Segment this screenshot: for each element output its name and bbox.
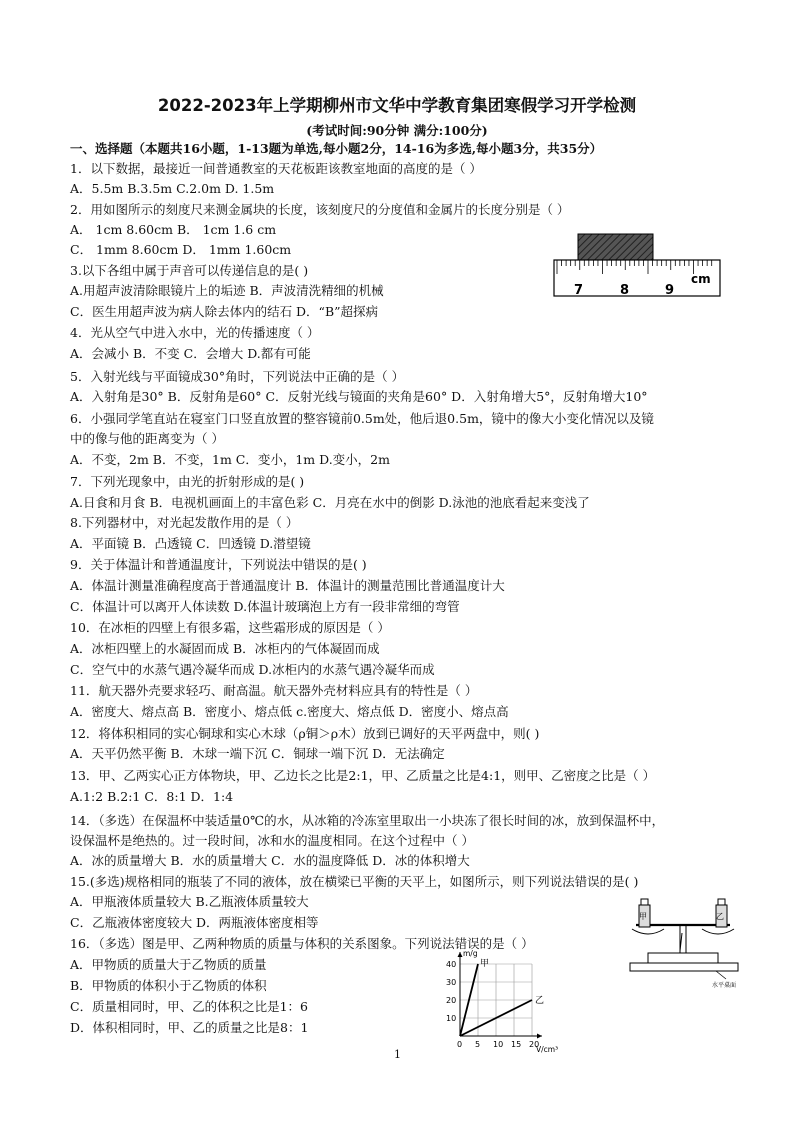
question-line: A． 1cm 8.60cm B． 1cm 1.6 cm	[70, 222, 277, 237]
x-tick-label: 0	[457, 1040, 463, 1049]
y-tick-label: 20	[446, 996, 457, 1005]
question-line: 3.以下各组中属于声音可以传递信息的是( )	[70, 263, 309, 278]
ruler-label-8: 8	[620, 283, 630, 298]
question-line: A．不变，2m B．不变，1m C．变小，1m D.变小，2m	[70, 452, 390, 467]
metal-block	[578, 234, 653, 260]
table-top	[630, 963, 738, 971]
x-tick-label: 20	[529, 1040, 540, 1049]
question-line: A.1:2 B.2:1 C．8:1 D．1:4	[70, 789, 234, 804]
x-tick-label: 5	[475, 1040, 481, 1049]
mass-volume-chart	[436, 948, 580, 1056]
question-line: 11．航天器外壳要求轻巧、耐高温。航天器外壳材料应具有的特性是（ ）	[70, 683, 478, 698]
question-line: C．乙瓶液体密度较大 D．两瓶液体密度相等	[70, 915, 319, 930]
question-line: C．质量相同时，甲、乙的体积之比是1：6	[70, 999, 308, 1014]
page-number: 1	[394, 1048, 401, 1061]
ruler-figure	[548, 228, 726, 306]
x-tick-label: 15	[511, 1040, 522, 1049]
question-line: A.用超声波清除眼镜片上的垢迹 B．声波清洗精细的机械	[70, 283, 384, 298]
question-line: A．会减小 B．不变 C．会增大 D.都有可能	[70, 346, 311, 361]
question-line: 13．甲、乙两实心正方体物块，甲、乙边长之比是2:1，甲、乙质量之比是4:1，则甲、乙密度之比是（ ）	[70, 768, 656, 783]
question-line: A．平面镜 B．凸透镜 C．凹透镜 D.潜望镜	[70, 536, 311, 551]
question-line: 6．小强同学笔直站在寝室门口竖直放置的整容镜前0.5m处，他后退0.5m，镜中的像大小变化情况以及镜	[70, 411, 654, 426]
x-tick-label: 10	[493, 1040, 504, 1049]
bottle-left-label: 甲	[639, 912, 647, 921]
question-line: A.日食和月食 B．电视机画面上的丰富色彩 C．月亮在水中的倒影 D.泳池的池底看起来变浅了	[70, 495, 590, 510]
x-axis-arrow	[537, 1034, 542, 1039]
x-axis-label: V/cm³	[536, 1045, 559, 1054]
question-line: C．空气中的水蒸气遇冷凝华而成 D.冰柜内的水蒸气遇冷凝华而成	[70, 662, 435, 677]
question-line: C．体温计可以离开人体读数 D.体温计玻璃泡上方有一段非常细的弯管	[70, 599, 460, 614]
question-line: 设保温杯是绝热的。过一段时间，冰和水的温度相同。在这个过程中（ ）	[70, 833, 474, 848]
question-line: 10．在冰柜的四壁上有很多霜，这些霜形成的原因是（ ）	[70, 620, 390, 635]
ruler-label-7: 7	[574, 283, 584, 298]
question-line: C． 1mm 8.60cm D． 1mm 1.60cm	[70, 242, 292, 257]
question-line: 14．（多选）在保温杯中装适量0℃的水，从冰箱的冷冻室里取出一小块冻了很长时间的冰，放到保温杯中，	[70, 813, 665, 828]
question-line: 中的像与他的距离变为（ ）	[70, 431, 224, 446]
base	[632, 925, 734, 963]
balance-figure	[626, 895, 746, 990]
question-line: A．冰柜四壁上的水凝固而成 B．冰柜内的气体凝固而成	[70, 641, 380, 656]
question-line: A．入射角是30° B．反射角是60° C．反射光线与镜面的夹角是60° D．入射角增大5°，反射角增大10°	[70, 389, 648, 404]
bottle-right-label: 乙	[716, 912, 724, 921]
y-tick-label: 40	[446, 960, 457, 969]
question-line: A．冰的质量增大 B．水的质量增大 C．水的温度降低 D．冰的体积增大	[70, 853, 470, 868]
question-line: A．体温计测量准确程度高于普通温度计 B．体温计的测量范围比普通温度计大	[70, 578, 505, 593]
question-line: C．医生用超声波为病人除去体内的结石 D．“B”超探病	[70, 304, 379, 319]
question-line: 2．用如图所示的刻度尺来测金属块的长度，该刻度尺的分度值和金属片的长度分别是（ ）	[70, 202, 570, 217]
question-line: A．甲瓶液体质量较大 B.乙瓶液体质量较大	[70, 894, 309, 909]
question-line: 4．光从空气中进入水中，光的传播速度（ ）	[70, 325, 320, 340]
question-line: B．甲物质的体积小于乙物质的体积	[70, 978, 267, 993]
section-heading: 一、选择题（本题共16小题，1-13题为单选,每小题2分，14-16为多选,每小题3分，共35分）	[70, 141, 603, 156]
question-line: 12．将体积相同的实心铜球和实心木球（ρ铜＞ρ木）放到已调好的天平两盘中，则( )	[70, 726, 540, 741]
question-line: A．5.5m B.3.5m C.2.0m D. 1.5m	[70, 181, 275, 196]
question-line: 16．（多选）图是甲、乙两种物质的质量与体积的关系图象。下列说法错误的是（ ）	[70, 936, 534, 951]
question-line: 5．入射光线与平面镜成30°角时，下列说法中正确的是（ ）	[70, 369, 405, 384]
question-line: D．体积相同时，甲、乙的质量之比是8：1	[70, 1020, 309, 1035]
y-tick-label: 30	[446, 978, 457, 987]
y-tick-label: 10	[446, 1014, 457, 1023]
question-line: A．甲物质的质量大于乙物质的质量	[70, 957, 267, 972]
y-axis-label: m/g	[463, 949, 478, 958]
y-axis-arrow	[458, 952, 463, 957]
question-line: A．密度大、熔点高 B．密度小、熔点低 c.密度大、熔点低 D．密度小、熔点高	[70, 704, 509, 719]
question-line: A．天平仍然平衡 B．木球一端下沉 C．铜球一端下沉 D．无法确定	[70, 746, 445, 761]
page-title: 2022-2023年上学期柳州市文华中学教育集团寒假学习开学检测	[157, 96, 637, 115]
ruler-label-9: 9	[665, 283, 675, 298]
series-label-jia: 甲	[480, 959, 490, 969]
table-caption: 水平桌面	[712, 982, 737, 989]
exam-info: (考试时间:90分钟 满分:100分)	[306, 123, 488, 138]
question-line: 9．关于体温计和普通温度计，下列说法中错误的是( )	[70, 557, 367, 572]
question-line: 8.下列器材中，对光起发散作用的是（ ）	[70, 515, 299, 530]
series-label-yi: 乙	[535, 996, 545, 1006]
question-line: 15.(多选)规格相同的瓶装了不同的液体，放在横梁已平衡的天平上，如图所示，则下列说法错误的是( )	[70, 874, 639, 889]
ruler-unit: cm	[691, 272, 711, 286]
question-line: 1．以下数据，最接近一间普通教室的天花板距该教室地面的高度的是（ ）	[70, 161, 482, 176]
question-line: 7．下列光现象中，由光的折射形成的是( )	[70, 474, 305, 489]
